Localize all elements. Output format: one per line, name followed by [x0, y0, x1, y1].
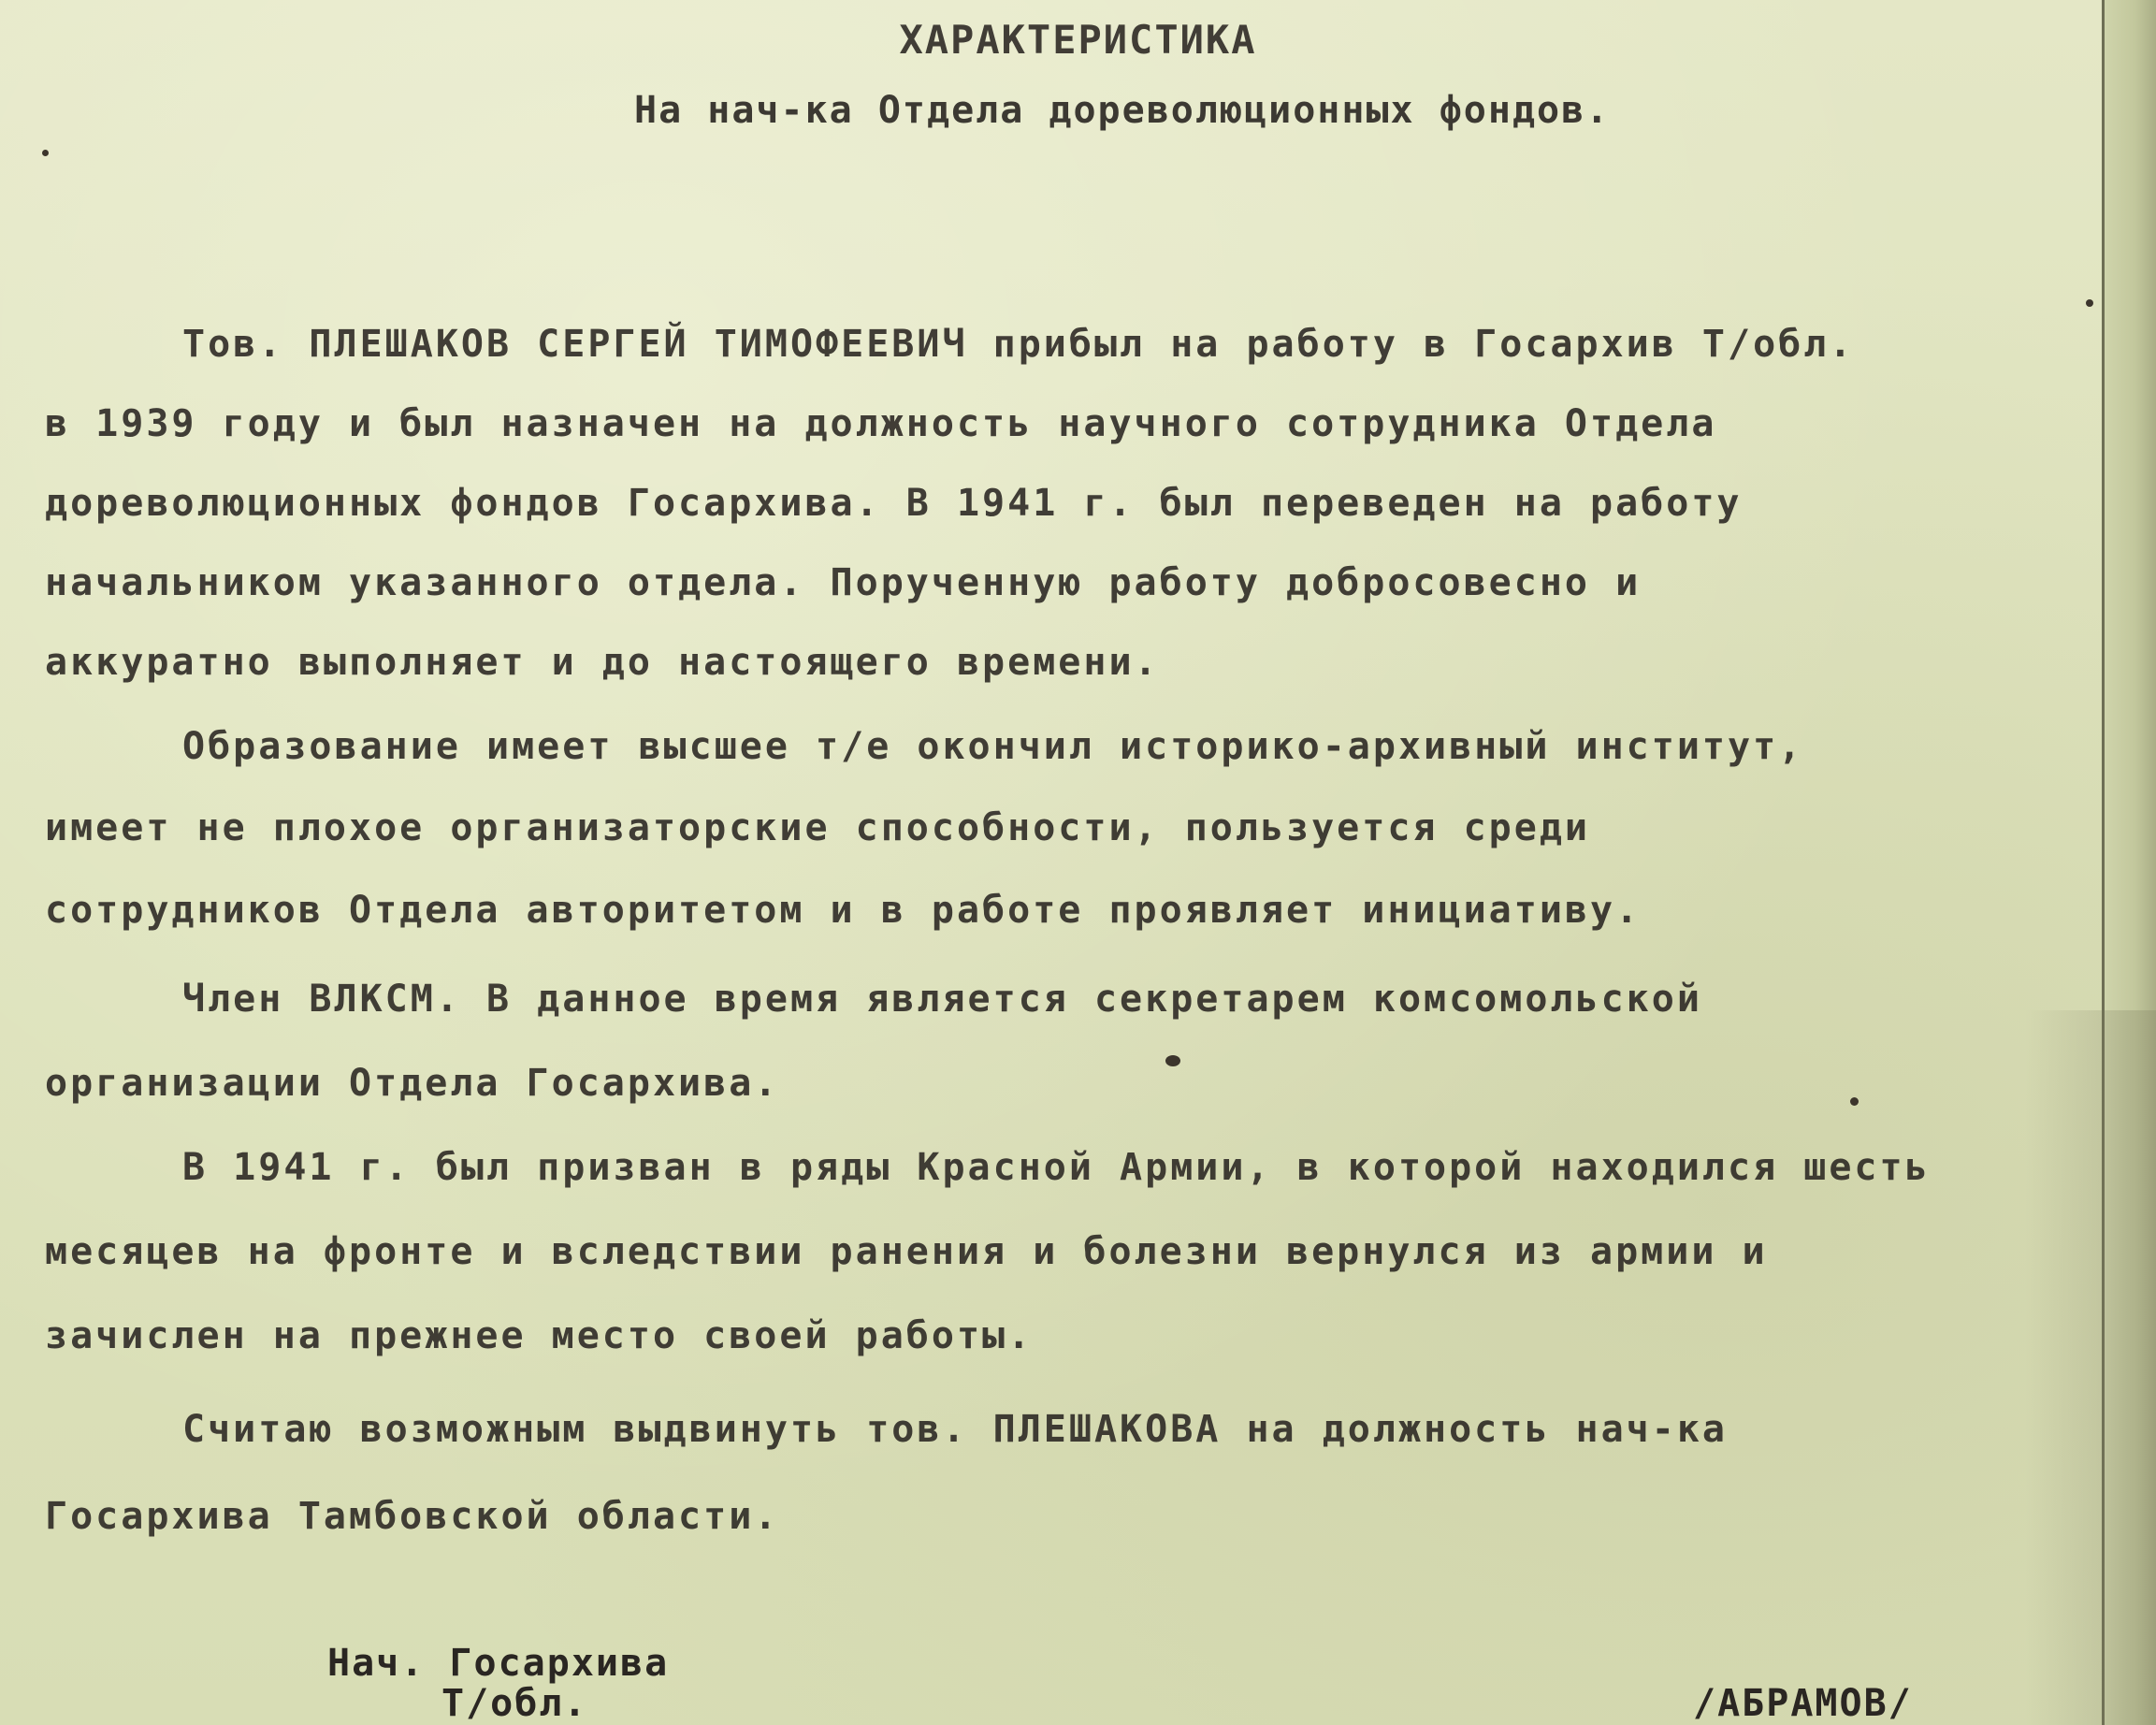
ink-speck [2086, 299, 2093, 307]
signature-position-line1: Нач. Госархива [327, 1642, 670, 1685]
body-line: имеет не плохое организаторские способности, пользуется среди [45, 806, 1591, 849]
body-line: В 1941 г. был призван в ряды Красной Армии, в которой находился шесть [182, 1146, 1931, 1189]
body-line: аккуратно выполняет и до настоящего времени. [45, 641, 1160, 684]
body-line: начальником указанного отдела. Порученную работу добросовесно и [45, 561, 1642, 604]
signature-position-line2: Т/обл. [441, 1682, 588, 1725]
ink-speck [1850, 1097, 1859, 1106]
body-line: месяцев на фронте и вследствии ранения и болезни вернулся из армии и [45, 1230, 1768, 1273]
body-line: Считаю возможным выдвинуть тов. ПЛЕШАКОВА на должность нач-ка [182, 1408, 1729, 1451]
signature-name: /АБРАМОВ/ [1693, 1682, 1913, 1725]
document-subtitle: На нач-ка Отдела дореволюционных фондов. [634, 89, 1611, 132]
body-line: Госархива Тамбовской области. [45, 1495, 780, 1538]
ink-speck [1165, 1055, 1180, 1066]
body-line: сотрудников Отдела авторитетом и в работе проявляет инициативу. [45, 889, 1642, 932]
body-line: Член ВЛКСМ. В данное время является секретарем комсомольской [182, 978, 1702, 1021]
ink-speck [42, 150, 49, 156]
body-line: в 1939 году и был назначен на должность научного сотрудника Отдела [45, 402, 1717, 445]
body-line: дореволюционных фондов Госархива. В 1941 г. был переведен на работу [45, 482, 1743, 525]
body-line: Тов. ПЛЕШАКОВ СЕРГЕЙ ТИМОФЕЕВИЧ прибыл на работу в Госархив Т/обл. [182, 323, 1855, 366]
body-line: организации Отдела Госархива. [45, 1062, 780, 1105]
document-title: ХАРАКТЕРИСТИКА [899, 17, 1257, 63]
body-line: Образование имеет высшее т/е окончил историко-архивный институт, [182, 725, 1804, 768]
body-line: зачислен на прежнее место своей работы. [45, 1314, 1034, 1357]
